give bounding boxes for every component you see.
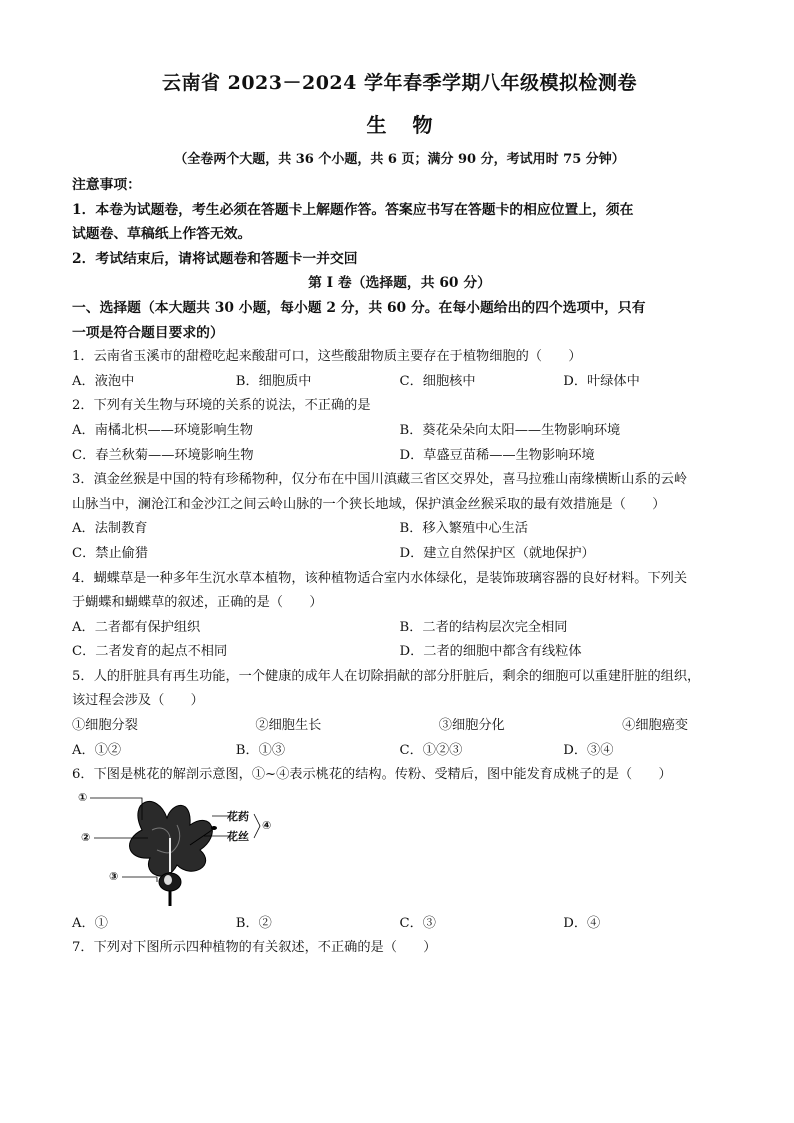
question-stem: 2．下列有关生物与环境的关系的说法，不正确的是 bbox=[72, 398, 371, 414]
option-a: A．二者都有保护组织 bbox=[72, 619, 201, 635]
option-b: B．葵花朵朵向太阳——生物影响环境 bbox=[399, 422, 621, 438]
section-intro-cont: 一项是符合题目要求的） bbox=[72, 324, 224, 341]
stage-2: ②细胞生长 bbox=[255, 718, 322, 734]
question-1 bbox=[72, 345, 727, 394]
question-stem: 5．人的肝脏具有再生功能，一个健康的成年人在切除捐献的部分肝脏后，剩余的细胞可以重建肝脏的组织， bbox=[72, 668, 701, 684]
question-options bbox=[72, 444, 727, 469]
question-options bbox=[72, 517, 727, 542]
option-a: A．①② bbox=[72, 742, 122, 758]
section-intro: 一、选择题（本大题共 30 小题，每小题 2 分，共 60 分。在每小题给出的四个选项中，只有 bbox=[72, 299, 646, 316]
question-options bbox=[72, 640, 727, 665]
question-options bbox=[72, 616, 727, 641]
question-stem: 6．下图是桃花的解剖示意图，①~④表示桃花的结构。传粉、受精后，图中能发育成桃子的是（ ） bbox=[72, 767, 672, 783]
figure-label-1: ① bbox=[78, 790, 88, 804]
figure-label-3: ③ bbox=[109, 869, 119, 883]
notes-heading: 注意事项： bbox=[72, 177, 141, 193]
option-d: D．草盛豆苗稀——生物影响环境 bbox=[399, 447, 595, 463]
leader-line-1 bbox=[90, 798, 142, 820]
option-b: B．移入繁殖中心生活 bbox=[399, 521, 528, 537]
option-b: B．细胞质中 bbox=[235, 373, 312, 389]
question-2 bbox=[72, 394, 727, 468]
option-b: B．② bbox=[235, 915, 272, 931]
option-d: D．③④ bbox=[563, 742, 614, 758]
option-a: A．法制教育 bbox=[72, 521, 148, 537]
notes-item-1: 1．本卷为试题卷，考生必须在答题卡上解题作答。答案应书写在答题卡的相应位置上，须在 bbox=[72, 201, 634, 218]
option-c: C．春兰秋菊——环境影响生物 bbox=[72, 447, 254, 463]
question-4 bbox=[72, 567, 727, 665]
question-options bbox=[72, 542, 727, 567]
option-c: C．③ bbox=[399, 915, 436, 931]
option-b: B．二者的结构层次完全相同 bbox=[399, 619, 568, 635]
question-stages bbox=[72, 714, 727, 739]
exam-title: 云南省 2023－2024 学年春季学期八年级模拟检测卷 bbox=[162, 72, 637, 94]
option-c: C．二者发育的起点不相同 bbox=[72, 644, 228, 660]
part-heading: 第 I 卷（选择题，共 60 分） bbox=[308, 275, 491, 292]
stage-1: ①细胞分裂 bbox=[72, 718, 138, 734]
option-a: A．液泡中 bbox=[72, 373, 135, 389]
option-a: A．① bbox=[72, 915, 108, 931]
question-6 bbox=[72, 763, 727, 936]
ovule-shape bbox=[164, 875, 172, 885]
anther-shape bbox=[211, 826, 217, 830]
option-b: B．①③ bbox=[235, 742, 286, 758]
exam-page bbox=[72, 68, 727, 961]
question-3 bbox=[72, 468, 727, 566]
question-options bbox=[72, 370, 727, 395]
figure-label-4: ④ bbox=[262, 818, 272, 832]
question-stem-cont: 山脉当中，澜沧江和金沙江之间云岭山脉的一个狭长地域，保护滇金丝猴采取的最有效措施是（ ） bbox=[72, 496, 666, 512]
stage-3: ③细胞分化 bbox=[438, 718, 505, 734]
question-stem: 3．滇金丝猴是中国的特有珍稀物种，仅分布在中国川滇藏三省区交界处，喜马拉雅山南缘横断山系的云岭 bbox=[72, 472, 688, 488]
option-c: C．细胞核中 bbox=[399, 373, 476, 389]
notes-item-2: 2．考试结束后，请将试题卷和答题卡一并交回 bbox=[72, 250, 358, 267]
question-options bbox=[72, 912, 727, 937]
option-d: D．④ bbox=[563, 915, 601, 931]
option-d: D．建立自然保护区（就地保护） bbox=[399, 545, 595, 561]
figure-label-2: ② bbox=[81, 830, 91, 844]
option-a: A．南橘北枳——环境影响生物 bbox=[72, 422, 253, 438]
question-5 bbox=[72, 665, 727, 763]
option-c: C．禁止偷猎 bbox=[72, 545, 149, 561]
figure-label-anther: 花药 bbox=[227, 809, 249, 823]
question-stem-cont: 于蝴蝶和蝴蝶草的叙述，正确的是（ ） bbox=[72, 595, 323, 611]
option-c: C．①②③ bbox=[399, 742, 463, 758]
question-stem: 7．下列对下图所示四种植物的有关叙述，不正确的是（ ） bbox=[72, 940, 437, 956]
option-d: D．叶绿体中 bbox=[563, 373, 640, 389]
question-7 bbox=[72, 936, 727, 961]
exam-subject: 生物 bbox=[366, 113, 459, 137]
question-stem: 1．云南省玉溪市的甜橙吃起来酸甜可口，这些酸甜物质主要存在于植物细胞的（ ） bbox=[72, 349, 582, 365]
figure-label-filament: 花丝 bbox=[227, 829, 249, 843]
leader-line-3 bbox=[122, 877, 157, 882]
stage-4: ④细胞癌变 bbox=[622, 718, 689, 734]
notes-item-1-cont: 试题卷、草稿纸上作答无效。 bbox=[72, 226, 252, 243]
question-stem: 4．蝴蝶草是一种多年生沉水草本植物，该种植物适合室内水体绿化，是装饰玻璃容器的良好材料。下列关 bbox=[72, 570, 688, 586]
peach-flower-drawing bbox=[72, 790, 287, 908]
bracket-4 bbox=[254, 814, 260, 838]
exam-meta: （全卷两个大题，共 36 个小题，共 6 页；满分 90 分，考试用时 75 分钟） bbox=[174, 152, 625, 167]
question-stem-cont: 该过程会涉及（ ） bbox=[72, 693, 204, 709]
question-options bbox=[72, 739, 727, 764]
question-options bbox=[72, 419, 727, 444]
option-d: D．二者的细胞中都含有线粒体 bbox=[399, 644, 582, 660]
peach-flower-figure bbox=[72, 790, 287, 908]
